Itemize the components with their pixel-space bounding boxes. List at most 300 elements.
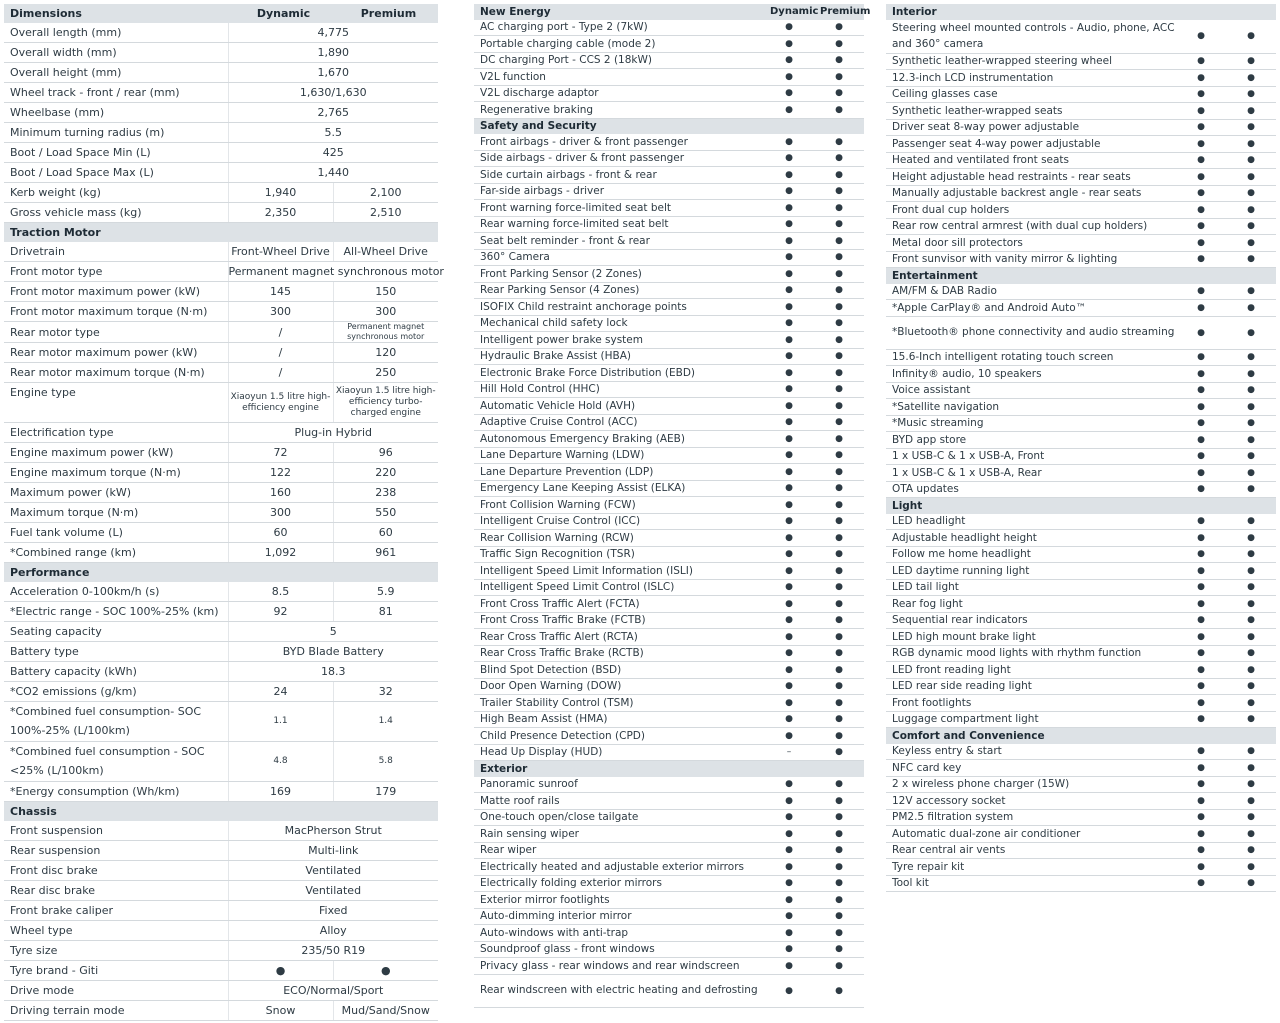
spec-value-premium: ● — [814, 365, 864, 382]
spec-label: Wheelbase (mm) — [4, 103, 228, 123]
spec-value-dynamic: ● — [1176, 875, 1226, 892]
spec-value-dynamic: 72 — [228, 443, 333, 463]
spec-value-dynamic: ● — [764, 563, 814, 580]
spec-value-premium: ● — [1226, 185, 1276, 202]
spec-row — [4, 543, 438, 563]
spec-row — [474, 299, 864, 316]
spec-label: Boot / Load Space Max (L) — [4, 163, 228, 183]
spec-label: Panoramic sunroof — [474, 777, 764, 793]
spec-value-dynamic: ● — [1176, 218, 1226, 235]
spec-label: Far-side airbags - driver — [474, 183, 764, 200]
header-spacer — [333, 802, 438, 822]
spec-value-premium: ● — [814, 530, 864, 547]
spec-value-dynamic: ● — [764, 414, 814, 431]
spec-label: ISOFIX Child restraint anchorage points — [474, 299, 764, 316]
spec-value: Permanent magnet synchronous motor — [228, 262, 438, 282]
section-title: New Energy — [474, 4, 764, 20]
spec-row — [886, 563, 1276, 580]
spec-value-premium: ● — [1226, 119, 1276, 136]
spec-label: Rear motor maximum power (kW) — [4, 343, 228, 363]
spec-label: Regenerative braking — [474, 102, 764, 119]
spec-row — [474, 398, 864, 415]
spec-row — [4, 483, 438, 503]
spec-row — [886, 875, 1276, 892]
spec-value-dynamic: / — [228, 363, 333, 383]
spec-value-dynamic: ● — [1176, 202, 1226, 219]
spec-label: Battery type — [4, 642, 228, 662]
spec-value-dynamic: ● — [1176, 695, 1226, 712]
spec-label: Front sunvisor with vanity mirror & lighting — [886, 251, 1176, 268]
spec-value-dynamic: ● — [1176, 514, 1226, 530]
spec-value-dynamic: ● — [764, 859, 814, 876]
spec-row — [886, 251, 1276, 268]
spec-value-dynamic: ● — [764, 809, 814, 826]
spec-label: Autonomous Emergency Braking (AEB) — [474, 431, 764, 448]
spec-row — [474, 282, 864, 299]
section-title: Light — [886, 498, 1176, 514]
spec-value-dynamic: ● — [764, 233, 814, 250]
spec-label: PM2.5 filtration system — [886, 809, 1176, 826]
spec-table — [4, 4, 444, 1021]
spec-row — [4, 782, 438, 802]
spec-value-premium: ● — [1226, 481, 1276, 498]
spec-value-premium: ● — [814, 612, 864, 629]
spec-row — [474, 414, 864, 431]
spec-label: LED daytime running light — [886, 563, 1176, 580]
spec-label: Emergency Lane Keeping Assist (ELKA) — [474, 480, 764, 497]
spec-value-premium: ● — [1226, 366, 1276, 383]
spec-label: Wheel type — [4, 921, 228, 941]
spec-value-premium: Xiaoyun 1.5 litre high-efficiency turbo-charged engine — [333, 383, 438, 423]
spec-row — [4, 662, 438, 682]
spec-value-dynamic: 145 — [228, 282, 333, 302]
spec-value-premium: ● — [1226, 169, 1276, 186]
section-title: Interior — [886, 4, 1176, 20]
spec-value-dynamic: ● — [764, 249, 814, 266]
spec-value-premium: ● — [814, 546, 864, 563]
spec-label: Door Open Warning (DOW) — [474, 678, 764, 695]
spec-value-premium: ● — [1226, 563, 1276, 580]
spec-value-dynamic: ● — [764, 134, 814, 150]
column-header-dynamic: Dynamic — [228, 4, 333, 23]
spec-label: Heated and ventilated front seats — [886, 152, 1176, 169]
spec-value-premium: ● — [814, 662, 864, 679]
spec-value-dynamic: ● — [1176, 20, 1226, 54]
spec-row — [4, 23, 438, 43]
spec-value-dynamic: ● — [764, 513, 814, 530]
spec-row — [474, 546, 864, 563]
spec-row — [474, 266, 864, 283]
spec-label: Tyre brand - Giti — [4, 961, 228, 981]
spec-row — [4, 821, 438, 841]
spec-value-dynamic: ● — [764, 958, 814, 975]
spec-value-premium: ● — [814, 892, 864, 909]
spec-label: *Combined fuel consumption - SOC <25% (L/100km) — [4, 742, 228, 782]
spec-label: Lane Departure Warning (LDW) — [474, 447, 764, 464]
spec-value-premium: ● — [1226, 284, 1276, 300]
spec-value-premium: ● — [1226, 744, 1276, 760]
spec-value-dynamic: ● — [764, 464, 814, 481]
spec-row — [474, 69, 864, 86]
spec-value: 425 — [228, 143, 438, 163]
spec-value-dynamic: ● — [1176, 119, 1226, 136]
spec-value-dynamic: ● — [764, 183, 814, 200]
spec-row — [886, 349, 1276, 366]
spec-value-dynamic: ● — [764, 348, 814, 365]
section-header — [886, 268, 1276, 284]
spec-table — [474, 4, 871, 1008]
spec-label: Electrically heated and adjustable exterior mirrors — [474, 859, 764, 876]
spec-row — [474, 150, 864, 167]
spec-value-premium: ● — [814, 563, 864, 580]
spec-value-premium: ● — [814, 447, 864, 464]
spec-value-premium: 300 — [333, 302, 438, 322]
spec-value-dynamic: ● — [1176, 711, 1226, 728]
spec-value-dynamic: ● — [764, 546, 814, 563]
spec-label: Rear motor type — [4, 322, 228, 343]
spec-label: Privacy glass - rear windows and rear windscreen — [474, 958, 764, 975]
spec-row — [4, 861, 438, 881]
spec-row — [886, 530, 1276, 547]
column-header-premium: Premium — [333, 4, 438, 23]
spec-value-dynamic: ● — [764, 925, 814, 942]
header-spacer — [1176, 4, 1226, 20]
spec-row — [474, 233, 864, 250]
spec-label: Steering wheel mounted controls - Audio, phone, ACC and 360° camera — [886, 20, 1176, 54]
spec-label: Kerb weight (kg) — [4, 183, 228, 203]
spec-value-dynamic: 8.5 — [228, 582, 333, 602]
spec-value-premium: ● — [814, 480, 864, 497]
spec-value-dynamic: ● — [764, 282, 814, 299]
spec-row — [886, 678, 1276, 695]
spec-row — [886, 859, 1276, 876]
spec-value-premium: ● — [333, 961, 438, 981]
spec-value-dynamic: 60 — [228, 523, 333, 543]
spec-value-premium: 961 — [333, 543, 438, 563]
spec-row — [886, 645, 1276, 662]
spec-label: Rear Parking Sensor (4 Zones) — [474, 282, 764, 299]
spec-value-premium: ● — [814, 826, 864, 843]
spec-value-dynamic: ● — [228, 961, 333, 981]
spec-label: Rear motor maximum torque (N·m) — [4, 363, 228, 383]
spec-value-premium: ● — [1226, 711, 1276, 728]
spec-value-dynamic: 1,940 — [228, 183, 333, 203]
spec-value-premium: ● — [814, 69, 864, 86]
spec-row — [474, 875, 864, 892]
spec-value: 5 — [228, 622, 438, 642]
spec-row — [474, 695, 864, 712]
spec-label: *Music streaming — [886, 415, 1176, 432]
spec-label: Front motor type — [4, 262, 228, 282]
spec-label: NFC card key — [886, 760, 1176, 777]
spec-value-premium: ● — [1226, 760, 1276, 777]
spec-value-dynamic: ● — [1176, 86, 1226, 103]
spec-value-dynamic: ● — [764, 332, 814, 349]
spec-label: LED tail light — [886, 579, 1176, 596]
spec-value-premium: ● — [814, 102, 864, 119]
spec-row — [886, 481, 1276, 498]
spec-label: LED front reading light — [886, 662, 1176, 679]
header-spacer — [228, 223, 333, 243]
spec-label: Adjustable headlight height — [886, 530, 1176, 547]
spec-row — [474, 134, 864, 150]
spec-row — [886, 711, 1276, 728]
spec-row — [474, 974, 864, 1007]
spec-value-premium: ● — [814, 925, 864, 942]
spec-value-dynamic: ● — [1176, 645, 1226, 662]
spec-value-premium: ● — [1226, 415, 1276, 432]
spec-value-premium: ● — [1226, 202, 1276, 219]
spec-row — [4, 463, 438, 483]
spec-value-premium: ● — [814, 150, 864, 167]
spec-label: Front airbags - driver & front passenger — [474, 134, 764, 150]
spec-value-premium: ● — [1226, 645, 1276, 662]
spec-value-premium: ● — [814, 695, 864, 712]
spec-row — [4, 183, 438, 203]
spec-value-premium: 5.8 — [333, 742, 438, 782]
spec-value-dynamic: ● — [1176, 760, 1226, 777]
spec-row — [474, 925, 864, 942]
spec-row — [4, 921, 438, 941]
spec-label: Voice assistant — [886, 382, 1176, 399]
spec-value-premium: ● — [814, 233, 864, 250]
spec-label: Matte roof rails — [474, 793, 764, 810]
spec-value-dynamic: ● — [764, 447, 814, 464]
spec-row — [886, 169, 1276, 186]
spec-value-dynamic: ● — [1176, 399, 1226, 416]
spec-value: Ventilated — [228, 881, 438, 901]
spec-value: 1,670 — [228, 63, 438, 83]
spec-value-dynamic: ● — [764, 200, 814, 217]
spec-row — [474, 167, 864, 184]
spec-value-premium: ● — [1226, 300, 1276, 317]
header-spacer — [1176, 268, 1226, 284]
spec-value-premium: ● — [814, 629, 864, 646]
spec-label: Front suspension — [4, 821, 228, 841]
spec-value-premium: ● — [814, 85, 864, 102]
spec-row — [886, 235, 1276, 252]
spec-value-dynamic: ● — [764, 728, 814, 745]
spec-column-interior — [886, 4, 1276, 892]
spec-label: Manually adjustable backrest angle - rear seats — [886, 185, 1176, 202]
section-title: Comfort and Convenience — [886, 728, 1176, 744]
spec-value-premium: ● — [814, 381, 864, 398]
spec-value-dynamic: ● — [764, 266, 814, 283]
spec-row — [886, 826, 1276, 843]
spec-value-dynamic: ● — [1176, 349, 1226, 366]
spec-row — [474, 842, 864, 859]
spec-label: Rear Cross Traffic Alert (RCTA) — [474, 629, 764, 646]
section-header — [474, 761, 864, 777]
spec-label: Side airbags - driver & front passenger — [474, 150, 764, 167]
spec-value-premium: ● — [1226, 218, 1276, 235]
spec-row — [4, 503, 438, 523]
spec-value-premium: 2,100 — [333, 183, 438, 203]
spec-label: Follow me home headlight — [886, 546, 1176, 563]
spec-label: Traffic Sign Recognition (TSR) — [474, 546, 764, 563]
spec-value-premium: ● — [814, 777, 864, 793]
spec-row — [886, 316, 1276, 349]
spec-label: Height adjustable head restraints - rear seats — [886, 169, 1176, 186]
spec-value-dynamic: ● — [1176, 563, 1226, 580]
spec-value-premium: ● — [814, 513, 864, 530]
spec-value-dynamic: ● — [1176, 481, 1226, 498]
spec-row — [886, 20, 1276, 54]
spec-value-dynamic: ● — [1176, 744, 1226, 760]
spec-value-dynamic: ● — [1176, 776, 1226, 793]
spec-row — [4, 443, 438, 463]
spec-value-premium: ● — [814, 134, 864, 150]
spec-value-dynamic: ● — [764, 596, 814, 613]
spec-value: 1,440 — [228, 163, 438, 183]
spec-value-dynamic: ● — [1176, 842, 1226, 859]
header-spacer — [1226, 268, 1276, 284]
spec-label: Engine type — [4, 383, 228, 423]
spec-label: Rear central air vents — [886, 842, 1176, 859]
spec-value-premium: ● — [1226, 382, 1276, 399]
spec-value-dynamic: ● — [1176, 793, 1226, 810]
spec-row — [474, 431, 864, 448]
spec-value-premium: 32 — [333, 682, 438, 702]
spec-value-premium: ● — [1226, 20, 1276, 54]
spec-row — [474, 513, 864, 530]
spec-value-dynamic: ● — [764, 497, 814, 514]
spec-value-dynamic: ● — [1176, 316, 1226, 349]
spec-label: AM/FM & DAB Radio — [886, 284, 1176, 300]
spec-row — [4, 242, 438, 262]
header-spacer — [1176, 728, 1226, 744]
spec-row — [886, 612, 1276, 629]
header-spacer — [1176, 498, 1226, 514]
spec-value-dynamic: 2,350 — [228, 203, 333, 223]
spec-value-dynamic: 300 — [228, 302, 333, 322]
spec-row — [4, 961, 438, 981]
spec-row — [886, 86, 1276, 103]
spec-value-dynamic: ● — [1176, 432, 1226, 449]
spec-value: ECO/Normal/Sport — [228, 981, 438, 1001]
spec-value-premium: ● — [1226, 448, 1276, 465]
spec-label: Front motor maximum torque (N·m) — [4, 302, 228, 322]
spec-value-premium: ● — [1226, 432, 1276, 449]
spec-label: Auto-windows with anti-trap — [474, 925, 764, 942]
spec-row — [4, 363, 438, 383]
spec-row — [474, 381, 864, 398]
spec-row — [474, 809, 864, 826]
spec-label: Rear wiper — [474, 842, 764, 859]
spec-value-dynamic: Snow — [228, 1001, 333, 1021]
spec-value-dynamic: ● — [764, 398, 814, 415]
spec-row — [4, 103, 438, 123]
spec-value-dynamic: ● — [1176, 136, 1226, 153]
spec-value-premium: All-Wheel Drive — [333, 242, 438, 262]
spec-row — [4, 383, 438, 423]
spec-label: Sequential rear indicators — [886, 612, 1176, 629]
spec-value-dynamic: ● — [1176, 612, 1226, 629]
spec-value-premium: ● — [1226, 776, 1276, 793]
spec-value-dynamic: Xiaoyun 1.5 litre high-efficiency engine — [228, 383, 333, 423]
spec-row — [4, 742, 438, 782]
header-spacer — [1226, 498, 1276, 514]
spec-row — [4, 123, 438, 143]
spec-value-premium: ● — [1226, 612, 1276, 629]
spec-value-dynamic: ● — [1176, 678, 1226, 695]
spec-label: Rear windscreen with electric heating and defrosting — [474, 974, 764, 1007]
spec-value-premium: ● — [814, 859, 864, 876]
spec-value-premium: 150 — [333, 282, 438, 302]
spec-row — [474, 777, 864, 793]
spec-row — [4, 642, 438, 662]
spec-row — [886, 809, 1276, 826]
spec-label: Hydraulic Brake Assist (HBA) — [474, 348, 764, 365]
spec-label: Keyless entry & start — [886, 744, 1176, 760]
spec-row — [886, 152, 1276, 169]
spec-value-premium: ● — [814, 875, 864, 892]
spec-label: Luggage compartment light — [886, 711, 1176, 728]
spec-label: Lane Departure Prevention (LDP) — [474, 464, 764, 481]
spec-value-premium: 81 — [333, 602, 438, 622]
spec-value-premium: ● — [1226, 53, 1276, 70]
spec-row — [474, 941, 864, 958]
spec-value-premium: ● — [814, 249, 864, 266]
spec-label: Engine maximum power (kW) — [4, 443, 228, 463]
header-spacer — [333, 223, 438, 243]
spec-value-dynamic: ● — [764, 315, 814, 332]
spec-row — [4, 901, 438, 921]
spec-row — [474, 645, 864, 662]
spec-label: Overall length (mm) — [4, 23, 228, 43]
spec-column-new-energy — [474, 4, 871, 1008]
spec-label: One-touch open/close tailgate — [474, 809, 764, 826]
spec-row — [886, 70, 1276, 87]
spec-value-dynamic: ● — [764, 892, 814, 909]
spec-value-premium: ● — [1226, 662, 1276, 679]
spec-row — [474, 908, 864, 925]
spec-label: Boot / Load Space Min (L) — [4, 143, 228, 163]
spec-label: Rear Cross Traffic Brake (RCTB) — [474, 645, 764, 662]
spec-row — [4, 981, 438, 1001]
spec-label: Exterior mirror footlights — [474, 892, 764, 909]
spec-label: Maximum power (kW) — [4, 483, 228, 503]
header-spacer — [1226, 728, 1276, 744]
spec-value-dynamic: ● — [764, 69, 814, 86]
spec-value-dynamic: ● — [764, 299, 814, 316]
spec-row — [474, 447, 864, 464]
spec-label: Tyre size — [4, 941, 228, 961]
spec-value-premium: ● — [814, 414, 864, 431]
spec-row — [474, 728, 864, 745]
spec-label: Front motor maximum power (kW) — [4, 282, 228, 302]
section-title: Chassis — [4, 802, 228, 822]
spec-value-dynamic: ● — [764, 167, 814, 184]
spec-label: Intelligent Cruise Control (ICC) — [474, 513, 764, 530]
spec-label: 12V accessory socket — [886, 793, 1176, 810]
spec-value-premium: ● — [814, 431, 864, 448]
spec-value: Multi-link — [228, 841, 438, 861]
spec-value-dynamic: ● — [1176, 152, 1226, 169]
spec-value-premium: ● — [814, 332, 864, 349]
spec-label: 2 x wireless phone charger (15W) — [886, 776, 1176, 793]
spec-value-dynamic: ● — [764, 150, 814, 167]
spec-row — [886, 202, 1276, 219]
spec-value-dynamic: ● — [1176, 185, 1226, 202]
spec-value-premium: ● — [1226, 695, 1276, 712]
spec-row — [886, 185, 1276, 202]
spec-value-dynamic: ● — [764, 36, 814, 53]
spec-label: Gross vehicle mass (kg) — [4, 203, 228, 223]
spec-value-premium: ● — [1226, 875, 1276, 892]
spec-value-premium: ● — [1226, 826, 1276, 843]
spec-value: Plug-in Hybrid — [228, 423, 438, 443]
